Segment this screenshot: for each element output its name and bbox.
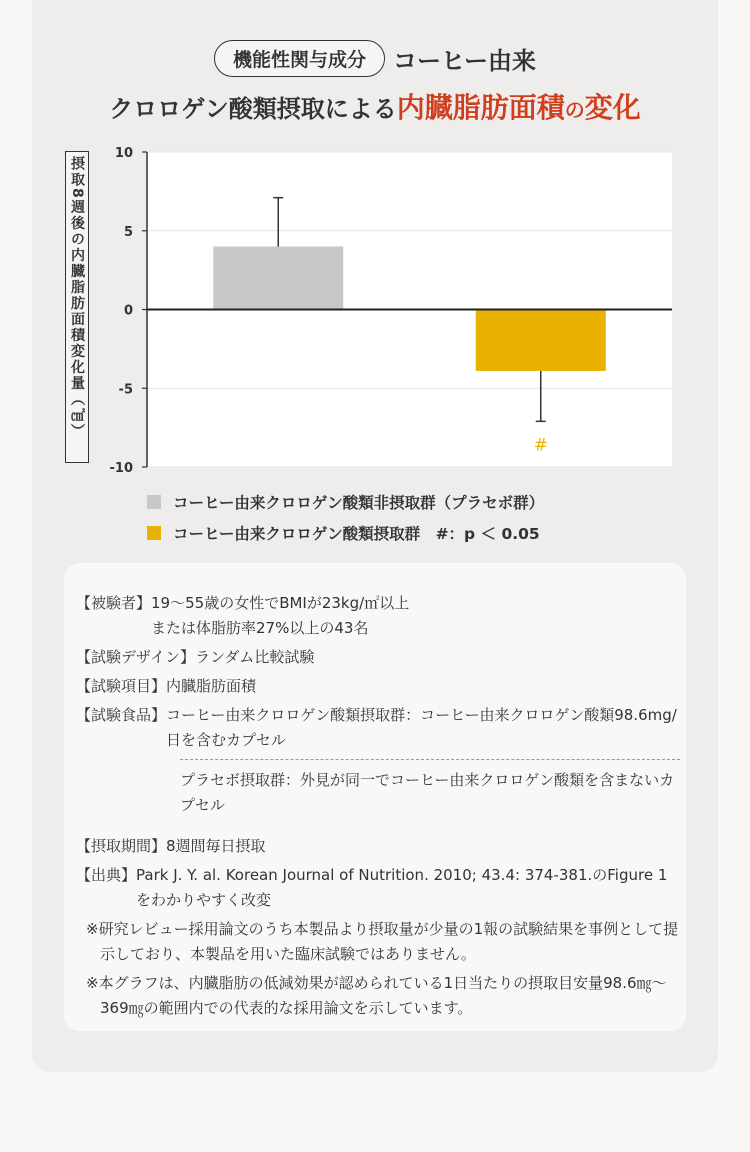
subjects-value-2: または体脂肪率27%以上の43名: [151, 619, 369, 637]
design-label: 【試験デザイン】: [76, 648, 195, 666]
y-tick-label: 10: [114, 146, 133, 161]
legend-item-placebo: [147, 486, 544, 517]
subjects-label: 【被験者】: [76, 594, 152, 612]
food-value-1: コーヒー由来クロロゲン酸類摂取群：コーヒー由来クロロゲン酸類98.6mg/日を含むカプセル: [166, 706, 677, 749]
item-value: 内臓脂肪面積: [166, 677, 257, 695]
y-axis-label-box: [65, 151, 89, 463]
y-tick-label: -5: [118, 382, 133, 398]
legend-label-placebo: コーヒー由来クロロゲン酸類非摂取群（プラセボ群）: [173, 493, 545, 512]
y-tick-label: 0: [123, 303, 133, 319]
info-row-item: [76, 674, 680, 699]
period-label: 【摂取期間】: [76, 837, 167, 855]
design-value: ランダム比較試験: [194, 648, 315, 666]
info-row-design: [76, 645, 680, 670]
bar-2: [476, 310, 606, 371]
title-line-1-text: コーヒー由来: [392, 47, 537, 75]
note-1: ※研究レビュー採用論文のうち本製品より摂取量が少量の1報の試験結果を事例として提示しており、本製品を用いた臨床試験ではありません。: [86, 920, 679, 963]
title-line-2: [0, 86, 750, 126]
title-particle: の: [564, 98, 585, 122]
info-row-food: [76, 703, 680, 753]
source-value: Park J. Y. al. Korean Journal of Nutrition. 2010; 43.4: 374-381.のFigure 1をわかりやすく改変: [136, 866, 668, 909]
title-highlight-2: 変化: [584, 91, 641, 124]
source-label: 【出典】: [76, 866, 137, 884]
bar-chart: [90, 140, 680, 480]
info-row-source: [76, 863, 680, 913]
bar-1: [213, 247, 343, 310]
title-prefix: クロロゲン酸類摂取による: [109, 95, 397, 123]
y-tick-label: -10: [109, 461, 133, 476]
title-line-1: [0, 40, 750, 77]
food-value-2: プラセボ摂取群：外見が同一でコーヒー由来クロロゲン酸類を含まないカプセル: [180, 771, 675, 814]
legend-swatch-treatment: [147, 526, 161, 540]
study-info-panel: [64, 563, 686, 1031]
legend: [147, 486, 544, 548]
title-highlight-1: 内臓脂肪面積: [396, 91, 565, 124]
legend-swatch-placebo: [147, 495, 161, 509]
ingredient-pill: 機能性関与成分: [214, 40, 385, 77]
food-label: 【試験食品】: [76, 706, 167, 724]
info-row-subjects: [76, 591, 680, 641]
legend-label-treatment: コーヒー由来クロロゲン酸類摂取群 #：p ＜ 0.05: [173, 524, 540, 543]
significance-marker: #: [533, 435, 548, 456]
info-row-period: [76, 834, 680, 859]
y-tick-label: 5: [123, 224, 133, 240]
period-value: 8週間毎日摂取: [166, 837, 266, 855]
subjects-value-1: 19〜55歳の女性でBMIが23kg/㎡以上: [151, 594, 410, 612]
item-label: 【試験項目】: [76, 677, 167, 695]
legend-item-treatment: [147, 517, 544, 548]
note-2: ※本グラフは、内臓脂肪の低減効果が認められている1日当たりの摂取目安量98.6㎎〜369㎎の範囲内での代表的な採用論文を示しています。: [86, 974, 667, 1017]
y-axis-label: 摂取8週後の内臓脂肪面積変化量（㎠）: [69, 156, 85, 440]
food-divider: [180, 759, 680, 760]
